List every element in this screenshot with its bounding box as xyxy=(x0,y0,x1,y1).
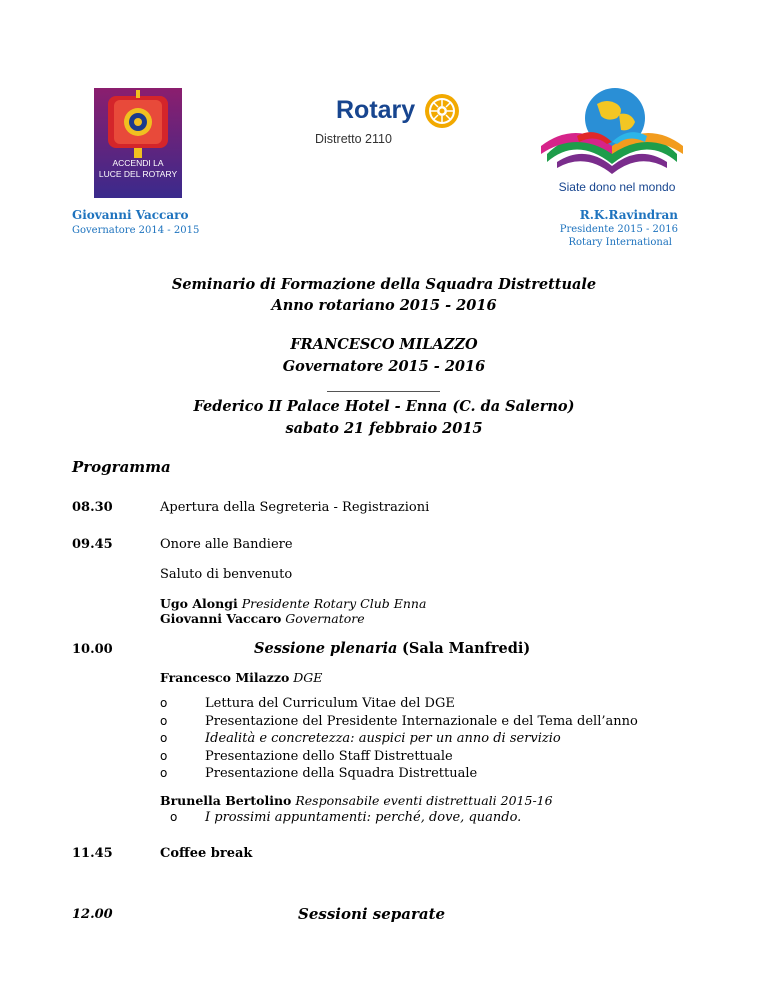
title-divider xyxy=(327,391,440,392)
dge-role: DGE xyxy=(293,670,323,685)
right-president-org: Rotary International xyxy=(568,237,672,248)
rotary-wordmark: Rotary xyxy=(336,96,416,124)
list-item: o Presentazione della Squadra Distrettuale xyxy=(160,766,478,781)
badge-line1: ACCENDI LA xyxy=(112,158,164,168)
seminar-title: Seminario di Formazione della Squadra Distrettuale xyxy=(171,276,597,293)
event-coffee-break: Coffee break xyxy=(160,846,253,861)
governor-term: Governatore 2015 - 2016 xyxy=(282,358,486,375)
right-president-name: R.K.Ravindran xyxy=(579,208,678,222)
district-label: Distretto 2110 xyxy=(315,132,392,146)
programma-heading: Programma xyxy=(72,458,171,476)
governor-name: FRANCESCO MILAZZO xyxy=(290,336,478,353)
plenary-agenda-list xyxy=(160,695,638,783)
globe-book-icon xyxy=(537,84,687,179)
event-date: sabato 21 febbraio 2015 xyxy=(285,420,483,437)
plenary-room: (Sala Manfredi) xyxy=(401,640,531,657)
list-item: o Idealità e concretezza: auspici per un anno di servizio xyxy=(160,731,561,746)
badge-line2: LUCE DEL ROTARY xyxy=(98,169,178,179)
speaker-1-name: Ugo Alongi xyxy=(160,596,238,611)
rotary-district-logo xyxy=(300,90,475,150)
event-welcome: Saluto di benvenuto xyxy=(160,567,293,582)
separate-sessions: Sessioni separate xyxy=(298,905,446,923)
siate-dono-logo xyxy=(537,84,687,196)
speaker-1-role: Presidente Rotary Club Enna xyxy=(241,596,427,611)
left-governor-name: Giovanni Vaccaro xyxy=(72,208,189,222)
brunella-list xyxy=(170,809,521,827)
dge-line xyxy=(160,670,322,685)
right-president-role: Presidente 2015 - 2016 xyxy=(559,224,678,235)
list-item: o Lettura del Curriculum Vitae del DGE xyxy=(160,696,455,711)
speaker-2-name: Giovanni Vaccaro xyxy=(160,611,282,626)
rotary-wheel-icon xyxy=(423,92,461,134)
plenary-session xyxy=(254,640,530,657)
list-item: o I prossimi appuntamenti: perché, dove, quando. xyxy=(170,810,522,825)
plenary-title: Sessione plenaria xyxy=(254,640,398,657)
time-0945: 09.45 xyxy=(72,537,113,552)
left-governor-role: Governatore 2014 - 2015 xyxy=(72,225,200,236)
venue: Federico II Palace Hotel - Enna (C. da Salerno) xyxy=(193,398,575,415)
event-registration: Apertura della Segreteria - Registrazioni xyxy=(160,500,430,515)
brunella-role: Responsabile eventi distrettuali 2015-16 xyxy=(295,793,553,808)
event-flags: Onore alle Bandiere xyxy=(160,537,293,552)
time-1000: 10.00 xyxy=(72,642,113,657)
accendi-la-luce-logo xyxy=(94,88,182,198)
rotary-year: Anno rotariano 2015 - 2016 xyxy=(271,297,497,314)
speaker-2 xyxy=(160,611,365,626)
brunella-line xyxy=(160,793,553,808)
time-1145: 11.45 xyxy=(72,846,113,861)
speaker-1 xyxy=(160,596,426,611)
list-item: o Presentazione dello Staff Distrettuale xyxy=(160,748,453,764)
time-1200: 12.00 xyxy=(72,907,113,922)
time-0830: 08.30 xyxy=(72,500,113,515)
speaker-2-role: Governatore xyxy=(285,611,365,626)
brunella-name: Brunella Bertolino xyxy=(160,793,292,808)
dge-name: Francesco Milazzo xyxy=(160,670,290,685)
list-item: o Presentazione del Presidente Internazionale e del Tema dell’anno xyxy=(160,713,638,729)
tagline: Siate dono nel mondo xyxy=(558,180,676,194)
